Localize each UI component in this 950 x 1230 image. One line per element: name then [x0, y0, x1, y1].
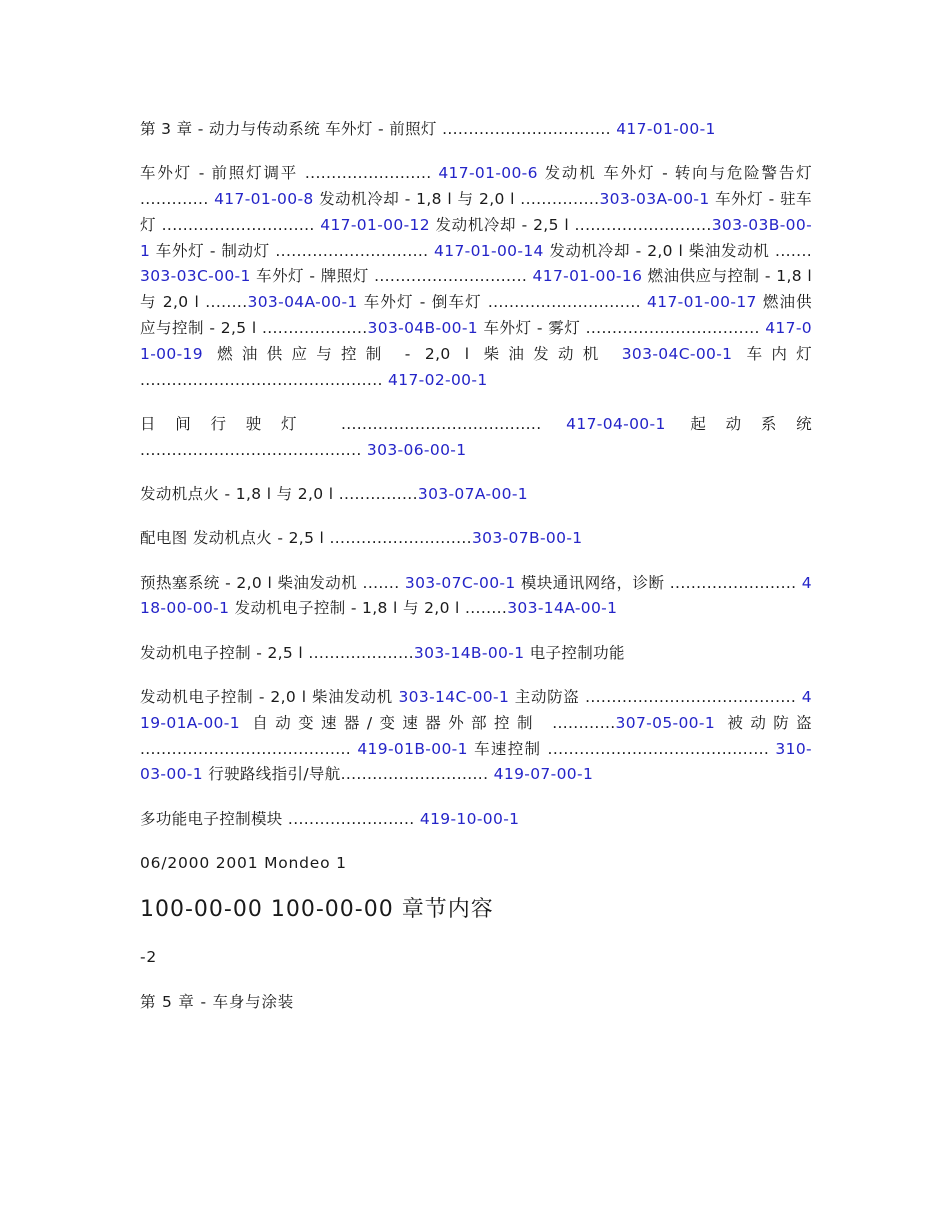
toc-entry-text: 车外灯 - 前照灯调平 ........................ — [140, 164, 439, 183]
toc-page-link[interactable]: 303-07B-00-1 — [471, 529, 583, 548]
section-heading: 100-00-00 100-00-00 章节内容 — [140, 897, 494, 923]
toc-entry-text: 发动机冷却 - 2,5 l .......................... — [429, 215, 712, 234]
toc-page-link[interactable]: 417-01-00-12 — [320, 215, 430, 234]
edition-line: 06/2000 2001 Mondeo 1 — [140, 854, 347, 873]
toc-page-link[interactable]: 417-01-00-1 — [616, 120, 716, 138]
toc-entry-text: 发动机电子控制 - 2,0 l 柴油发动机 — [140, 688, 399, 707]
toc-page-link[interactable]: 303-06-00-1 — [366, 440, 467, 459]
toc-entry-text: 车外灯 - 倒车灯 ............................. — [357, 293, 648, 312]
toc-entry-text: 发动机 车外灯 - 转向与危险警告灯 ............. — [140, 164, 813, 209]
toc-entry-text: 自动变速器/变速器外部控制 ............ — [239, 713, 616, 732]
toc-page-link[interactable]: 417-01-00-14 — [434, 241, 544, 260]
toc-page-link[interactable]: 303-03A-00-1 — [599, 190, 710, 209]
toc-page-link[interactable]: 303-07A-00-1 — [417, 485, 528, 504]
toc-paragraph — [140, 641, 812, 667]
toc-page-link[interactable]: 303-04C-00-1 — [621, 344, 733, 363]
toc-paragraph — [140, 685, 812, 788]
toc-page-link[interactable]: 419-07-00-1 — [493, 765, 594, 784]
toc-page-link[interactable]: 307-05-00-1 — [615, 713, 716, 732]
toc-paragraph — [140, 807, 812, 833]
toc-paragraph — [140, 412, 812, 464]
toc-entry-text: 车外灯 - 制动灯 ............................. — [150, 241, 435, 260]
toc-entry-text: 车外灯 - 雾灯 ................................. — [478, 319, 766, 338]
toc-entry-text: 车外灯 - 驻车灯 ............................. — [140, 190, 812, 234]
toc-page-link[interactable]: 419-10-00-1 — [419, 809, 520, 828]
toc-entry-text: 燃油供应与控制 - 2,0 l 柴油发动机 — [202, 344, 622, 363]
toc-page-link[interactable]: 303-03B-00-1 — [140, 215, 813, 260]
toc-entry-text: 发动机冷却 - 1,8 l 与 2,0 l ............... — [313, 190, 600, 209]
toc-page-link[interactable]: 417-01-00-19 — [140, 319, 812, 363]
next-chapter-title: 第 5 章 - 车身与涂装 — [140, 992, 295, 1011]
toc-paragraph — [140, 117, 812, 143]
toc-entry-text: 车速控制 .......................................... — [467, 739, 776, 758]
toc-entry-text: 车外灯 - 牌照灯 ............................. — [250, 267, 533, 286]
toc-page-link[interactable]: 303-14C-00-1 — [398, 688, 510, 707]
toc-page-link[interactable]: 417-01-00-16 — [532, 267, 643, 286]
toc-entry-text: 燃油供应与控制 - 1,8 l 与 2,0 l ........ — [140, 267, 813, 312]
toc-page-link[interactable]: 418-00-00-1 — [140, 573, 812, 618]
toc-page-link[interactable]: 417-01-00-8 — [214, 190, 314, 209]
toc-paragraph — [140, 482, 812, 508]
toc-entry-text: 发动机电子控制 - 1,8 l 与 2,0 l ........ — [229, 599, 508, 618]
toc-page-link[interactable]: 417-01-00-6 — [438, 164, 538, 183]
toc-paragraph — [140, 161, 812, 393]
toc-entry-text: 发动机电子控制 - 2,5 l .................... — [140, 643, 414, 662]
toc-entry-text: 车内灯 .............................................. — [140, 344, 812, 389]
toc-entry-text: 发动机冷却 - 2,0 l 柴油发动机 ....... — [543, 241, 812, 260]
toc-page-link[interactable]: 303-04A-00-1 — [247, 293, 358, 312]
toc-page-link[interactable]: 417-01-00-17 — [647, 293, 757, 312]
toc-page-link[interactable]: 303-04B-00-1 — [367, 319, 479, 338]
toc-entry-text: 行驶路线指引/导航............................ — [202, 765, 494, 784]
toc-entry-text: 燃油供应与控制 - 2,5 l .................... — [140, 293, 813, 338]
toc-paragraph — [140, 526, 812, 552]
toc-entry-text: 主动防盗 ........................................ — [509, 688, 802, 707]
toc-page-link[interactable]: 419-01B-00-1 — [357, 739, 468, 758]
toc-entry-text: 发动机点火 - 1,8 l 与 2,0 l ............... — [140, 485, 418, 504]
toc-page-link[interactable]: 310-03-00-1 — [140, 739, 812, 784]
toc-entry-text: 多功能电子控制模块 ........................ — [140, 809, 420, 828]
toc-page-link[interactable]: 303-14A-00-1 — [507, 599, 618, 618]
toc-entry-text: 预热塞系统 - 2,0 l 柴油发动机 ....... — [140, 573, 405, 592]
document-page — [140, 117, 812, 1034]
toc-entry-text: 模块通讯网络，诊断 ........................ — [515, 573, 802, 592]
toc-page-link[interactable]: 417-04-00-1 — [566, 414, 666, 433]
page-number-suffix: -2 — [140, 948, 158, 967]
toc-page-link[interactable]: 417-02-00-1 — [388, 370, 488, 389]
toc-entry-text: 起动系统 .......................................... — [140, 414, 812, 459]
toc-entry-text: 配电图 发动机点火 - 2,5 l ........................... — [140, 529, 472, 548]
toc-entry-text: 电子控制功能 — [524, 643, 625, 662]
toc-paragraph — [140, 571, 812, 623]
toc-page-link[interactable]: 419-01A-00-1 — [140, 688, 812, 732]
toc-entry-text: 被动防盗 ........................................ — [140, 713, 812, 758]
toc-page-link[interactable]: 303-14B-00-1 — [413, 643, 525, 662]
table-of-contents — [140, 117, 812, 833]
toc-entry-text: 日间行驶灯 ...................................... — [140, 414, 567, 433]
toc-entry-text: 第 3 章 - 动力与传动系统 车外灯 - 前照灯 ................................ — [140, 120, 617, 138]
toc-page-link[interactable]: 303-03C-00-1 — [140, 267, 251, 286]
toc-page-link[interactable]: 303-07C-00-1 — [404, 573, 516, 592]
